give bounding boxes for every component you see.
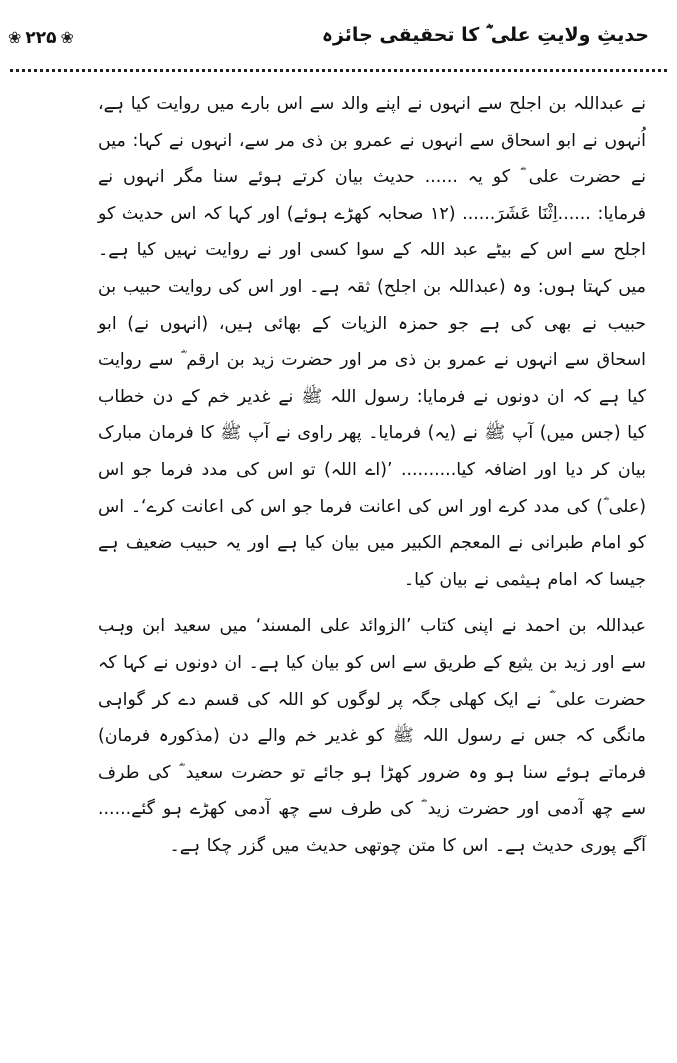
page-number-box: [8, 28, 74, 48]
ornament-right-icon: ❀: [60, 28, 74, 47]
paragraph-2: عبداللہ بن احمد نے اپنی کتاب ’الزوائد علی المسند‘ میں سعید ابن وہب سے اور زید بن یثیع کے طریق سے اس کو بیان کیا ہے۔ ان دونوں نے کہا کہ حضرت علی ؓ نے ایک کھلی جگہ پر لوگوں کو اللہ کی قسم دے کر گواہی مانگی کہ جس نے رسول اللہ ﷺ کو غدیر خم والے دن (مذکورہ فرمان) فرماتے ہوئے سنا ہو وہ ضرور کھڑا ہو جائے تو حضرت سعید ؓ کی طرف سے چھ آدمی اور حضرت زید ؓ کی طرف سے چھ آدمی کھڑے ہو گئے...... آگے پوری حدیث ہے۔ اس کا متن چوتھی حدیث میں گزر چکا ہے۔: [98, 616, 646, 856]
running-title: حدیثِ ولایتِ علی ؓ کا تحقیقی جائزہ: [321, 24, 649, 46]
page-header: [8, 22, 649, 62]
body-text: [98, 86, 646, 864]
page-number: ۲۲۵: [25, 28, 57, 48]
ornament-left-icon: ❀: [8, 28, 22, 47]
header-divider: [10, 69, 667, 72]
paragraph-1: نے عبداللہ بن اجلح سے انہوں نے اپنے والد سے اس بارے میں روایت کیا ہے، اُنہوں نے ابو اسحاق سے انہوں نے عمرو بن ذی مر سے، انہوں نے کہا: میں نے حضرت علی ؓ کو یہ ...... حدیث بیان کرتے ہوئے سنا مگر انہوں نے فرمایا: ......اِثْنَا عَشَرَ...... (۱۲ صحابہ کھڑے ہوئے) اور کہا کہ اس حدیث کو اجلح سے اس کے بیٹے عبد اللہ کے سوا کسی اور نے روایت نہیں کیا ہے۔ میں کہتا ہوں: وہ (عبداللہ بن اجلح) ثقہ ہے۔ اور اس کی روایت حبیب بن حبیب نے بھی کی ہے جو حمزہ الزیات کے بھائی ہیں، (انہوں نے) ابو اسحاق سے انہوں نے عمرو بن ذی مر اور حضرت زید بن ارقم ؓ سے روایت کیا ہے کہ ان دونوں نے فرمایا: رسول اللہ ﷺ نے غدیر خم کے دن خطاب کیا (جس میں) آپ ﷺ نے (یہ) فرمایا۔ پھر راوی نے آپ ﷺ کا فرمان مبارک بیان کر دیا اور اضافہ کیا.......... ’(اے اللہ) تو اس کی مدد فرما جو اس (علی ؓ) کی مدد کرے اور اس کی اعانت فرما جو اس کی اعانت کرے‘۔ اس کو امام طبرانی نے المعجم الکبیر میں بیان کیا ہے اور یہ حبیب ضعیف ہے جیسا کہ امام ہیثمی نے بیان کیا۔: [98, 94, 646, 590]
